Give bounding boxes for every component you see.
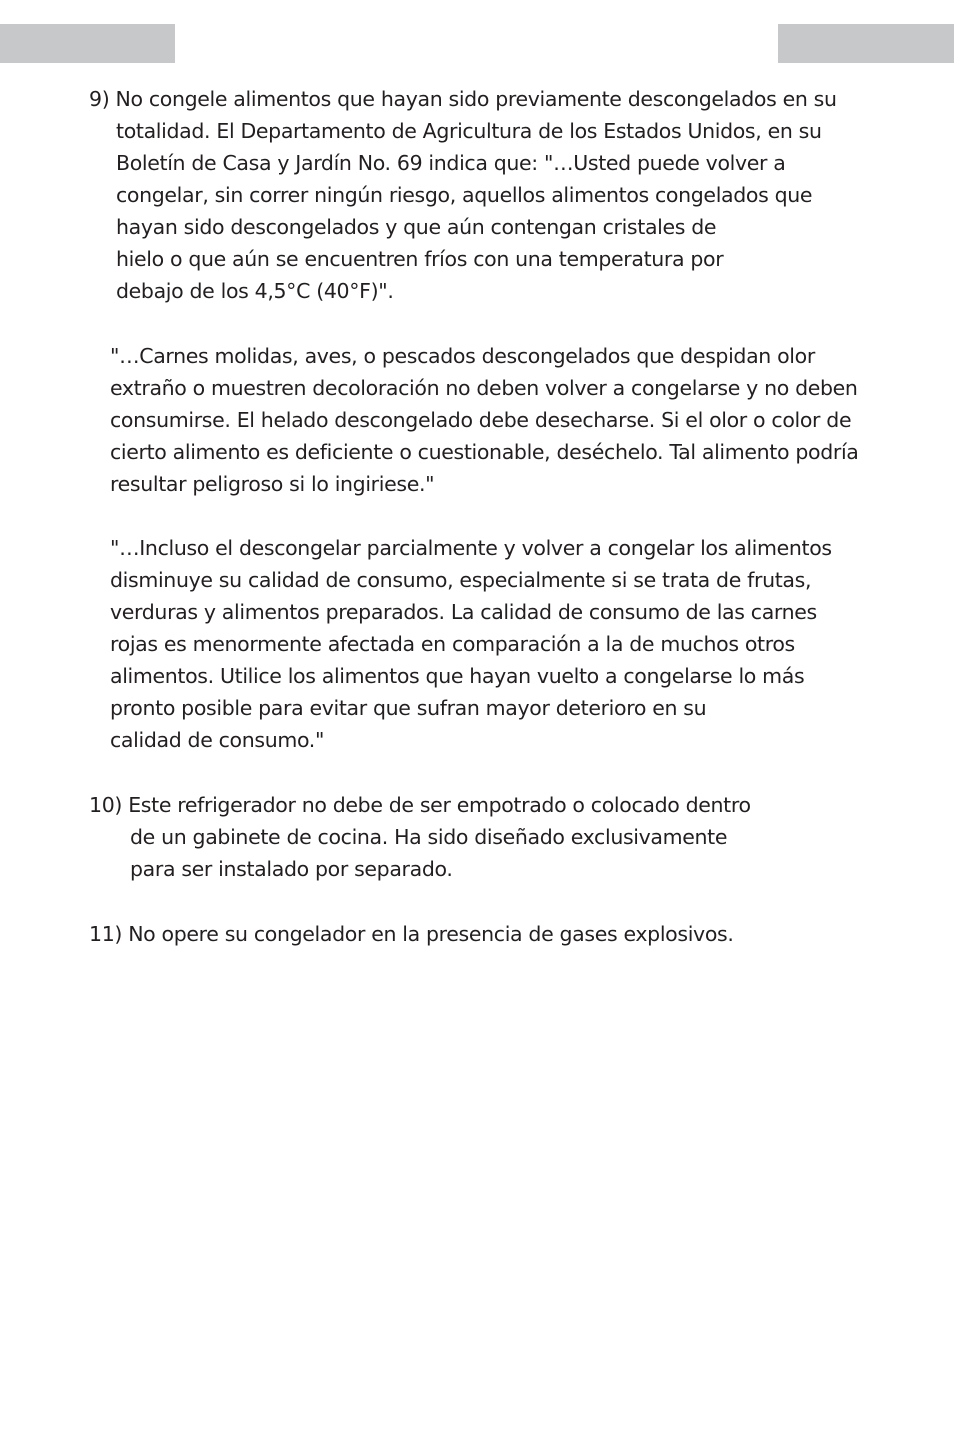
quote-2-line-7: calidad de consumo." [110, 728, 325, 752]
quote-2-line-2: disminuye su calidad de consumo, especialmente si se trata de frutas, [110, 568, 812, 592]
item-10-line-1: 10) Este refrigerador no debe de ser empotrado o colocado dentro [89, 793, 751, 817]
header-tab-right [778, 24, 954, 63]
item-9-line-6: hielo o que aún se encuentren fríos con una temperatura por [116, 247, 724, 271]
item-9-line-7: debajo de los 4,5°C (40°F)". [116, 279, 394, 303]
quote-2-line-1: "…Incluso el descongelar parcialmente y volver a congelar los alimentos [110, 536, 832, 560]
item-9-line-4: congelar, sin correr ningún riesgo, aquellos alimentos congelados que [116, 183, 813, 207]
quote-2-line-5: alimentos. Utilice los alimentos que hayan vuelto a congelarse lo más [110, 664, 805, 688]
quote-1-line-3: consumirse. El helado descongelado debe desecharse. Si el olor o color de [110, 408, 852, 432]
item-9-line-2: totalidad. El Departamento de Agricultura de los Estados Unidos, en su [116, 119, 822, 143]
item-10-line-3: para ser instalado por separado. [130, 857, 453, 881]
quote-1-line-4: cierto alimento es deficiente o cuestionable, deséchelo. Tal alimento podría [110, 440, 859, 464]
item-9-line-1: 9) No congele alimentos que hayan sido previamente descongelados en su [89, 87, 837, 111]
quote-1-line-2: extraño o muestren decoloración no deben volver a congelarse y no deben [110, 376, 858, 400]
quote-2-line-3: verduras y alimentos preparados. La calidad de consumo de las carnes [110, 600, 817, 624]
quote-2-line-4: rojas es menormente afectada en comparación a la de muchos otros [110, 632, 795, 656]
item-11-line-1: 11) No opere su congelador en la presencia de gases explosivos. [89, 922, 734, 946]
header-tab-left [0, 24, 175, 63]
quote-2-line-6: pronto posible para evitar que sufran mayor deterioro en su [110, 696, 707, 720]
item-9-line-5: hayan sido descongelados y que aún contengan cristales de [116, 215, 717, 239]
quote-1-line-5: resultar peligroso si lo ingiriese." [110, 472, 435, 496]
item-10-line-2: de un gabinete de cocina. Ha sido diseñado exclusivamente [130, 825, 728, 849]
quote-1-line-1: "…Carnes molidas, aves, o pescados descongelados que despidan olor [110, 344, 815, 368]
item-9-line-3: Boletín de Casa y Jardín No. 69 indica que: "…Usted puede volver a [116, 151, 786, 175]
